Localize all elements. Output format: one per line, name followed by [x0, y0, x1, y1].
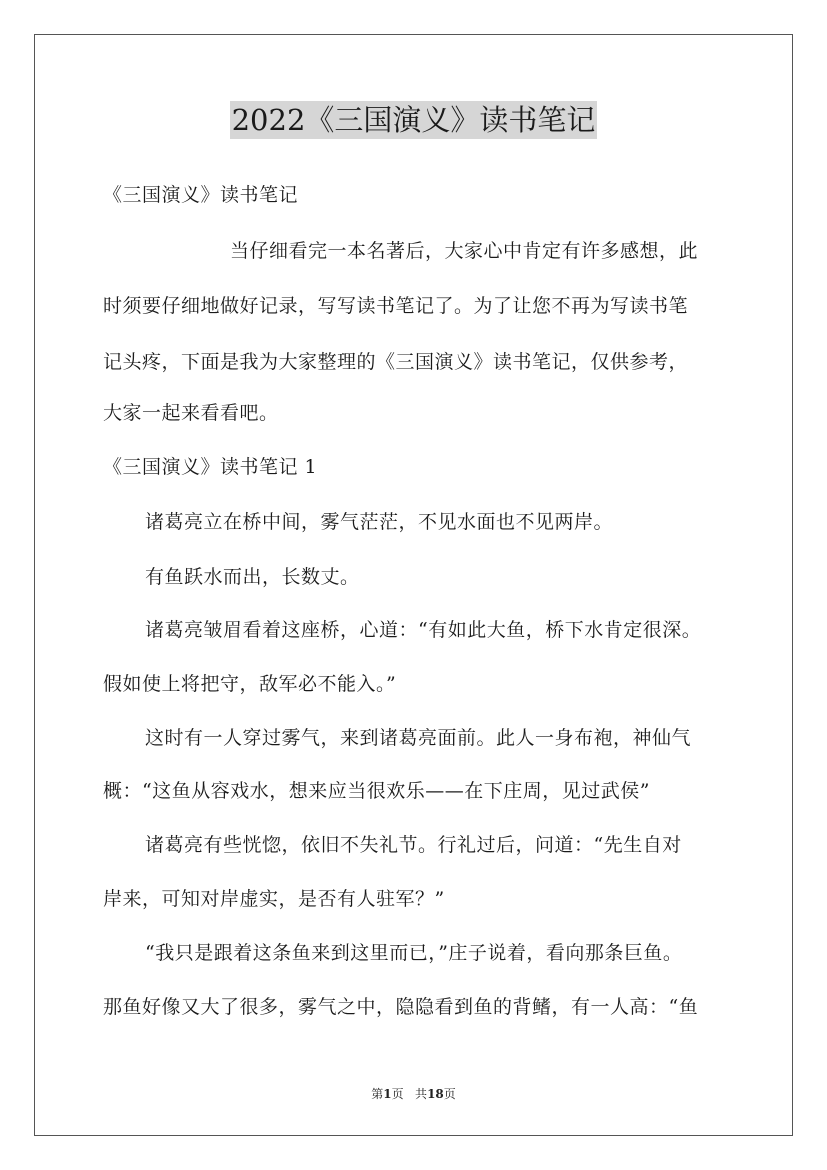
- total-pages: 18: [427, 1087, 444, 1101]
- page-label-prefix: 第: [371, 1087, 384, 1101]
- paragraph-line: 诸葛亮立在桥中间，雾气茫茫，不见水面也不见两岸。: [145, 511, 614, 533]
- paragraph-line: 概：“这鱼从容戏水，想来应当很欢乐——在下庄周，见过武侯”: [103, 780, 650, 802]
- paragraph-line: 大家一起来看看吧。: [103, 402, 279, 424]
- paragraph-line: “我只是跟着这条鱼来到这里而已，”庄子说着，看向那条巨鱼。: [145, 942, 683, 964]
- paragraph-line: 岸来，可知对岸虚实，是否有人驻军？”: [103, 888, 445, 910]
- paragraph-line: 假如使上将把守，敌军必不能入。”: [103, 673, 397, 695]
- paragraph-line: 时须要仔细地做好记录，写写读书笔记了。为了让您不再为写读书笔: [103, 295, 689, 317]
- paragraph-line: 记头疼，下面是我为大家整理的《三国演义》读书笔记，仅供参考，: [103, 351, 689, 373]
- page-number: 1: [383, 1087, 392, 1101]
- document-title: 2022《三国演义》读书笔记: [231, 103, 596, 137]
- document-title-container: [0, 98, 827, 139]
- section-heading: 《三国演义》读书笔记: [103, 184, 299, 206]
- paragraph-line: 有鱼跃水而出，长数丈。: [145, 566, 360, 588]
- paragraph-line: 当仔细看完一本名著后，大家心中肯定有许多感想，此: [230, 240, 699, 262]
- paragraph-line: 诸葛亮有些恍惚，依旧不失礼节。行礼过后，问道：“先生自对: [145, 834, 682, 856]
- paragraph-line: 那鱼好像又大了很多，雾气之中，隐隐看到鱼的背鳍，有一人高：“鱼: [103, 996, 699, 1018]
- section-heading: 《三国演义》读书笔记 1: [103, 456, 318, 478]
- paragraph-line: 这时有一人穿过雾气，来到诸葛亮面前。此人一身布袍，神仙气: [145, 727, 692, 749]
- paragraph-line: 诸葛亮皱眉看着这座桥，心道：“有如此大鱼，桥下水肯定很深。: [145, 619, 702, 641]
- page-label-suffix: 页: [391, 1087, 404, 1101]
- total-label-prefix: 共: [415, 1087, 428, 1101]
- total-label-suffix: 页: [443, 1087, 456, 1101]
- page-footer: [0, 1085, 827, 1102]
